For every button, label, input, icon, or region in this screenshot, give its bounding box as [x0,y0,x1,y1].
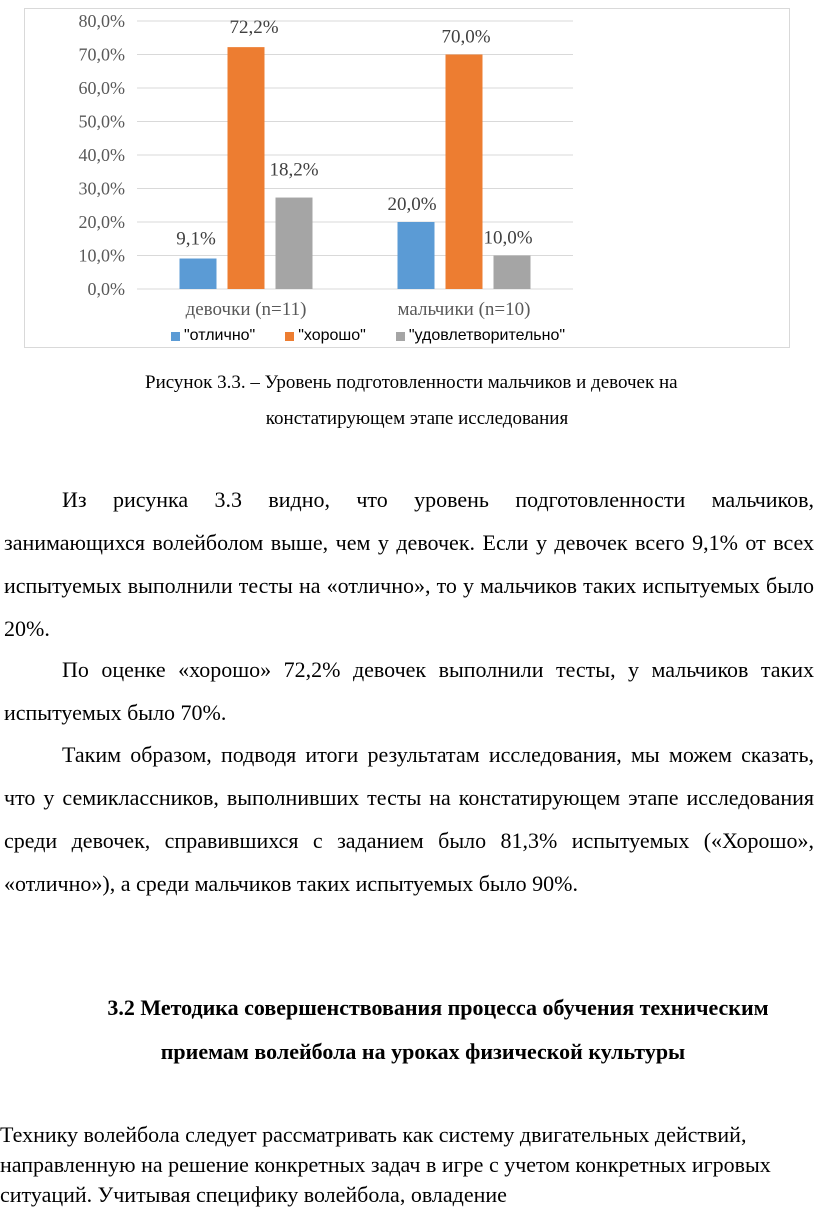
data-label: 10,0% [483,227,533,249]
data-label: 70,0% [441,26,491,48]
bar-chart [24,8,790,348]
legend-swatch [396,332,405,341]
category-label: девочки (n=11) [185,299,307,320]
bars [180,47,531,289]
bar [494,256,531,290]
legend-label: "отлично" [184,327,256,344]
chart-plot [25,9,791,349]
bar [398,222,435,289]
data-label: 18,2% [269,159,319,181]
figure-caption-line-2: констатирующем этапе исследования [265,408,569,429]
y-tick-label: 40,0% [78,145,125,165]
x-axis-categories [186,299,531,320]
bar [228,47,265,289]
section-heading-line-2: приемам волейбола на уроках физической культуры [160,1039,686,1064]
data-label: 9,1% [176,228,216,250]
section-paragraph: Технику волейбола следует рассматривать как систему двигательных действий, направленную на решение конкретных задач в игре с учетом конкретных игровых ситуаций. Учитывая специфику волейбола, овладение [0,1122,771,1207]
legend-label: "удовлетворительно" [408,327,566,344]
legend-swatch [285,332,294,341]
paragraph-1: Из рисунка 3.3 видно, что уровень подготовленности мальчиков, занимающихся волейболом выше, чем у девочек. Если у девочек всего 9,1% от всех испытуемых выполнили тесты на «отлично», то у мальчиков таких испытуемых было 20%. [4,487,814,641]
y-tick-label: 20,0% [78,212,125,232]
legend-label: "хорошо" [298,327,366,344]
y-tick-label: 10,0% [78,245,125,266]
y-tick-label: 60,0% [78,78,125,98]
figure-caption-line-1: Рисунок 3.3. – Уровень подготовленности мальчиков и девочек на [145,372,678,393]
legend-swatch [171,332,180,341]
y-axis-ticks [79,11,126,299]
data-label: 72,2% [229,17,279,39]
y-tick-label: 50,0% [78,111,125,132]
y-tick-label: 0,0% [87,279,125,299]
legend-item [285,327,366,345]
category-label: мальчики (n=10) [397,299,531,320]
section-heading-line-1: 3.2 Методика совершенствования процесса обучения техническим [107,995,769,1020]
y-tick-label: 30,0% [78,178,125,199]
paragraph-3: Таким образом, подводя итоги результатам исследования, мы можем сказать, что у семиклассников, выполнивших тесты на констатирующем этапе исследования среди девочек, справившихся с заданием было 81,3% испытуемых («Хорошо», «отлично»), а среди мальчиков таких испытуемых было 90%. [4,742,814,896]
bar [180,259,217,289]
paragraph-2: По оценке «хорошо» 72,2% девочек выполнили тесты, у мальчиков таких испытуемых было 70%. [4,657,814,725]
bar [276,198,313,289]
y-tick-label: 70,0% [78,44,125,65]
chart-legend [171,325,595,347]
y-tick-label: 80,0% [78,11,125,31]
legend-item [396,327,565,345]
bar [446,55,483,290]
data-label: 20,0% [387,194,437,215]
legend-item [171,327,255,345]
